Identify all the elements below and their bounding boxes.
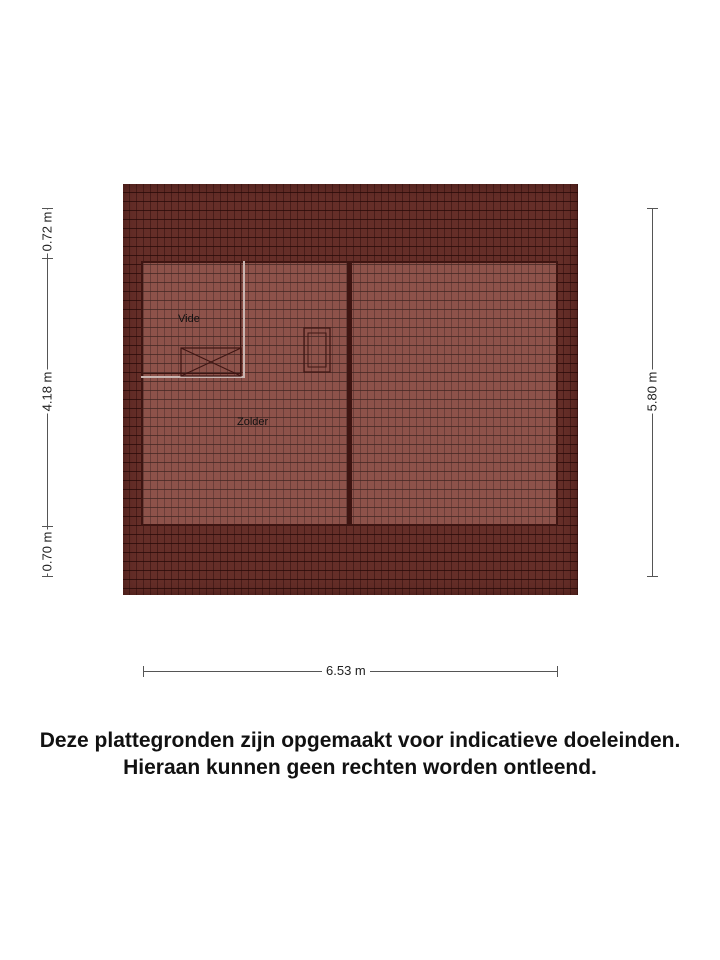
dim-tick-left-2 [42, 258, 53, 259]
dim-label-left-middle: 4.18 m [40, 370, 55, 414]
eave-top-shade [123, 184, 578, 261]
dim-tick-bottom-2 [557, 666, 558, 677]
dim-tick-right-2 [647, 576, 658, 577]
dim-tick-left-3 [42, 526, 53, 527]
eave-bottom-shade [123, 526, 578, 595]
side-left-shade [123, 261, 141, 526]
disclaimer-line-2: Hieraan kunnen geen rechten worden ontleend. [123, 756, 597, 779]
outer-wall-right [556, 261, 558, 526]
vide-wall-right [243, 261, 245, 378]
roof-window [303, 327, 331, 373]
dim-tick-bottom-1 [143, 666, 144, 677]
dim-tick-left-4 [42, 576, 53, 577]
room-label-zolder: Zolder [237, 416, 269, 428]
right-room-area [352, 261, 558, 526]
disclaimer-line-1: Deze plattegronden zijn opgemaakt voor indicatieve doeleinden. [39, 729, 681, 752]
dim-tick-right-1 [647, 208, 658, 209]
outer-wall-left [141, 261, 143, 526]
dim-label-left-bottom: 0.70 m [40, 530, 55, 574]
roof-floor-plan [123, 184, 578, 595]
side-right-shade [558, 261, 578, 526]
stair-hatch [180, 347, 242, 377]
dim-label-left-top: 0.72 m [40, 210, 55, 254]
room-label-vide: Vide [178, 313, 200, 325]
dim-label-bottom: 6.53 m [322, 663, 370, 678]
dim-label-right: 5.80 m [645, 370, 660, 414]
partition-wall [347, 261, 352, 526]
